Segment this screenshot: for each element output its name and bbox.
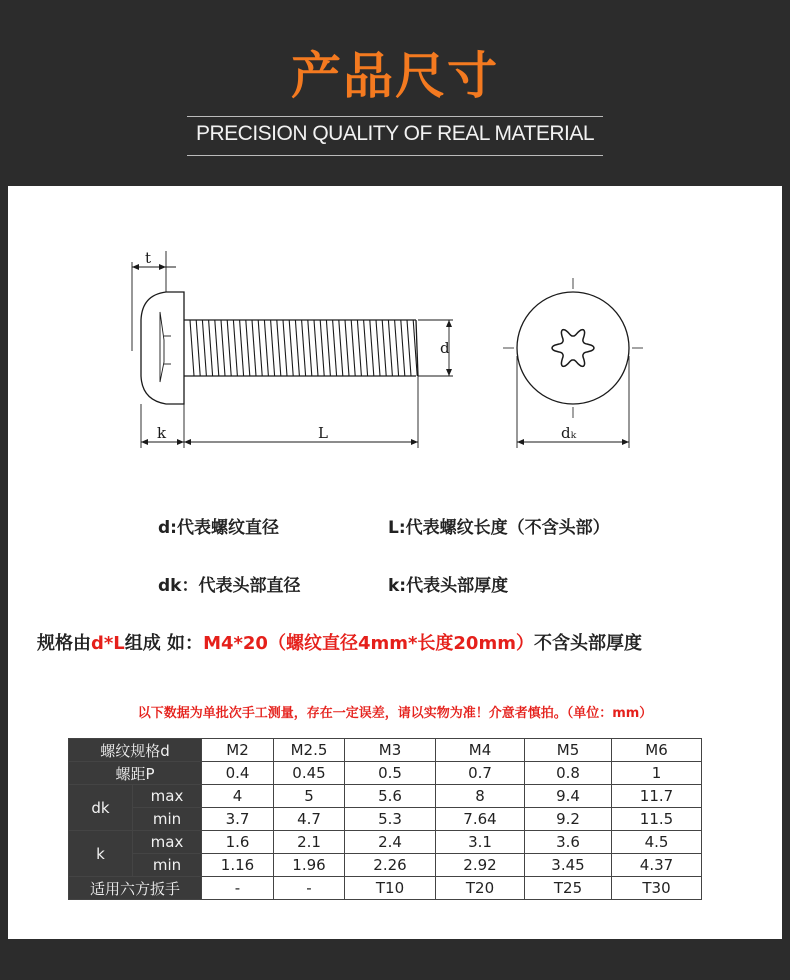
table-row: min 3.7 4.7 5.3 7.64 9.2 11.5 xyxy=(69,808,702,831)
label-d: d xyxy=(440,339,450,357)
thread-lines xyxy=(190,320,417,376)
k-header: k xyxy=(69,831,133,877)
table-row: 螺距P 0.4 0.45 0.5 0.7 0.8 1 xyxy=(69,762,702,785)
legend-d: d:代表螺纹直径 xyxy=(158,518,279,538)
dk-header: dk xyxy=(69,785,133,831)
label-dk: dₖ xyxy=(561,424,577,442)
label-L: L xyxy=(318,424,328,442)
subtitle-top-rule xyxy=(187,116,603,117)
table-row: min 1.16 1.96 2.26 2.92 3.45 4.37 xyxy=(69,854,702,877)
spec-explanation: 规格由d*L组成 如：M4*20（螺纹直径4mm*长度20mm）不含头部厚度 xyxy=(37,633,642,654)
screw-head-outline xyxy=(141,292,184,404)
wrench-header: 适用六方扳手 xyxy=(69,877,202,900)
page-title: 产品尺寸 xyxy=(291,47,499,105)
table-row: k max 1.6 2.1 2.4 3.1 3.6 4.5 xyxy=(69,831,702,854)
pitch-header: 螺距P xyxy=(69,762,202,785)
table-row: 螺纹规格d M2 M2.5 M3 M4 M5 M6 xyxy=(69,739,702,762)
head-recess-line xyxy=(160,312,164,382)
torx-recess xyxy=(552,330,594,367)
measurement-note: 以下数据为单批次手工测量，存在一定误差，请以实物为准！介意者慎拍。（单位：mm） xyxy=(137,706,653,721)
legend-L: L:代表螺纹长度（不含头部） xyxy=(388,518,610,538)
page-subtitle: PRECISION QUALITY OF REAL MATERIAL xyxy=(195,122,595,145)
legend-k: k:代表头部厚度 xyxy=(388,576,509,596)
head-top-view xyxy=(517,292,629,404)
legend-dk: dk：代表头部直径 xyxy=(158,576,301,596)
content-panel xyxy=(8,186,782,939)
table-row: 适用六方扳手 - - T10 T20 T25 T30 xyxy=(69,877,702,900)
label-t: t xyxy=(145,249,152,267)
label-k: k xyxy=(157,424,167,442)
subtitle-bottom-rule xyxy=(187,155,603,156)
size-header: 螺纹规格d xyxy=(69,739,202,762)
table-row: dk max 4 5 5.6 8 9.4 11.7 xyxy=(69,785,702,808)
screw-diagram xyxy=(8,186,782,476)
spec-table xyxy=(68,738,702,900)
